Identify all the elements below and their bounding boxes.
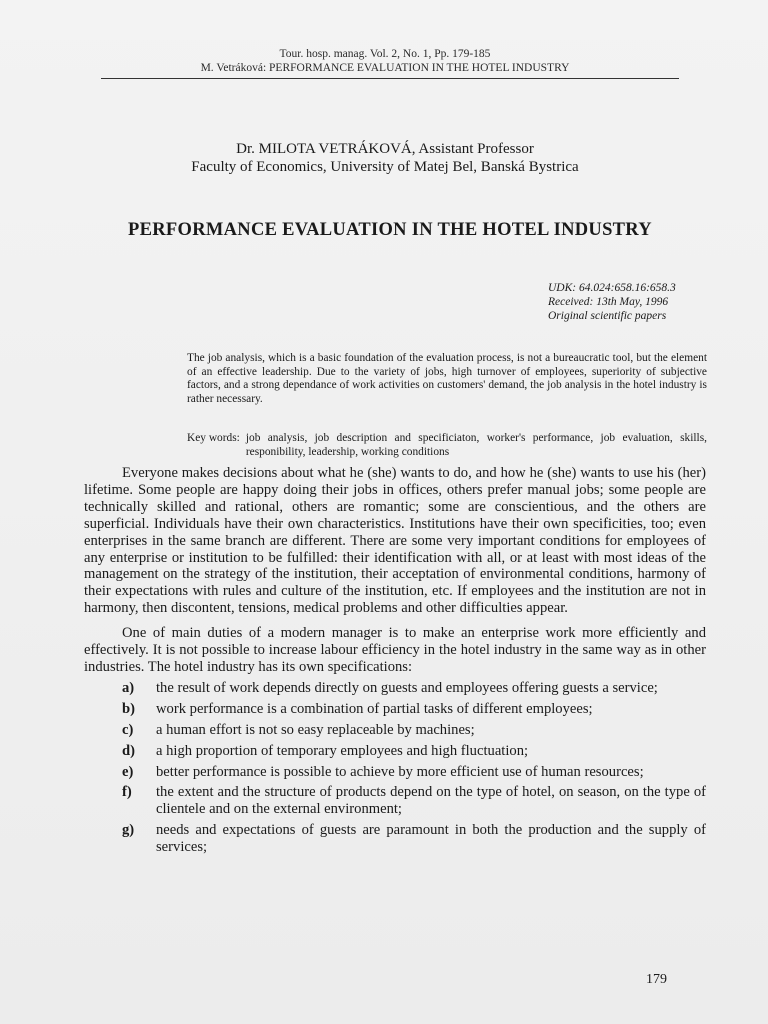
received-date: Received: 13th May, 1996 (548, 296, 669, 308)
paragraph: Everyone makes decisions about what he (she) wants to do, and how he (she) wants to use his (her) lifetime. Some people are happy doing their jobs in offices, others prefer manual jobs; some people are technically skilled and rational, others are romantic; some are conscientious, and the others are superficial. Individuals have their own characteristics. Institutions have their own specificities, too; even enterprises in the same branch are different. There are some very important conditions for employees of any enterprise or institution to be fulfilled: their identification with all, or at least with most ideas of the management on the strategy of the institution, their acceptation of environmental conditions, harmony of their expectations with rules and culture of the institution, etc. If employees and the institution are not in harmony, then discontent, tensions, medical problems and other difficulties appear. (84, 465, 706, 617)
article-meta (548, 281, 688, 323)
list-item-letter: d) (122, 742, 135, 759)
list-item-text: a human effort is not so easy replaceable by machines; (156, 721, 475, 738)
list-item (84, 743, 706, 760)
running-head-journal: Tour. hosp. manag. Vol. 2, No. 1, Pp. 179-185 (279, 48, 491, 60)
page-number: 179 (646, 972, 667, 987)
author-affiliation: Faculty of Economics, University of Matej Bel, Banská Bystrica (191, 159, 579, 175)
running-head (170, 47, 600, 75)
list-item (84, 722, 706, 739)
keywords-label: Key words: (187, 432, 240, 444)
list-item-letter: b) (122, 700, 135, 717)
author-name: Dr. MILOTA VETRÁKOVÁ, Assistant Professor (236, 141, 534, 157)
header-rule (101, 78, 679, 79)
author-block (130, 140, 640, 176)
list-item-letter: a) (122, 679, 135, 696)
list-item (84, 701, 706, 718)
list-item-letter: c) (122, 721, 134, 738)
list-item-text: work performance is a combination of partial tasks of different employees; (156, 700, 593, 717)
keywords (187, 432, 707, 459)
list-item-letter: e) (122, 763, 134, 780)
list-item-letter: f) (122, 784, 132, 801)
list-item-text: needs and expectations of guests are paramount in both the production and the supply of services; (156, 822, 706, 856)
list-item-text: better performance is possible to achieve by more efficient use of human resources; (156, 763, 644, 780)
list-item (84, 764, 706, 781)
list-item (84, 784, 706, 818)
list-item (84, 822, 706, 856)
keywords-text: job analysis, job description and specificiaton, worker's performance, job evaluation, skills, responibility, leadership, working conditions (245, 432, 707, 458)
abstract: The job analysis, which is a basic foundation of the evaluation process, is not a bureaucratic tool, but the element of an effective leadership. Due to the variety of jobs, high turnover of employees, superiority of subjective factors, and a strong dependance of work activities on customers' demand, the job analysis in the hotel industry is rather necessary. (187, 352, 707, 405)
paper-title: PERFORMANCE EVALUATION IN THE HOTEL INDUSTRY (128, 220, 652, 240)
paragraph: One of main duties of a modern manager is to make an enterprise work more efficiently and effectively. It is not possible to increase labour efficiency in the hotel industry in the same way as in other industries. The hotel industry has its own specifications: (84, 625, 706, 675)
paper-type: Original scientific papers (548, 310, 667, 322)
list-item (84, 680, 706, 697)
list-item-text: a high proportion of temporary employees and high fluctuation; (156, 742, 529, 759)
list-item-text: the extent and the structure of products depend on the type of hotel, on season, on the type of clientele and on the external environment; (156, 784, 706, 818)
udk-code: UDK: 64.024:658.16:658.3 (548, 282, 676, 294)
body-text (84, 465, 706, 860)
list-item-text: the result of work depends directly on guests and employees offering guests a service; (156, 679, 658, 696)
running-head-article: M. Vetráková: PERFORMANCE EVALUATION IN THE HOTEL INDUSTRY (200, 62, 570, 74)
list-item-letter: g) (122, 822, 135, 839)
specifications-list (84, 680, 706, 856)
